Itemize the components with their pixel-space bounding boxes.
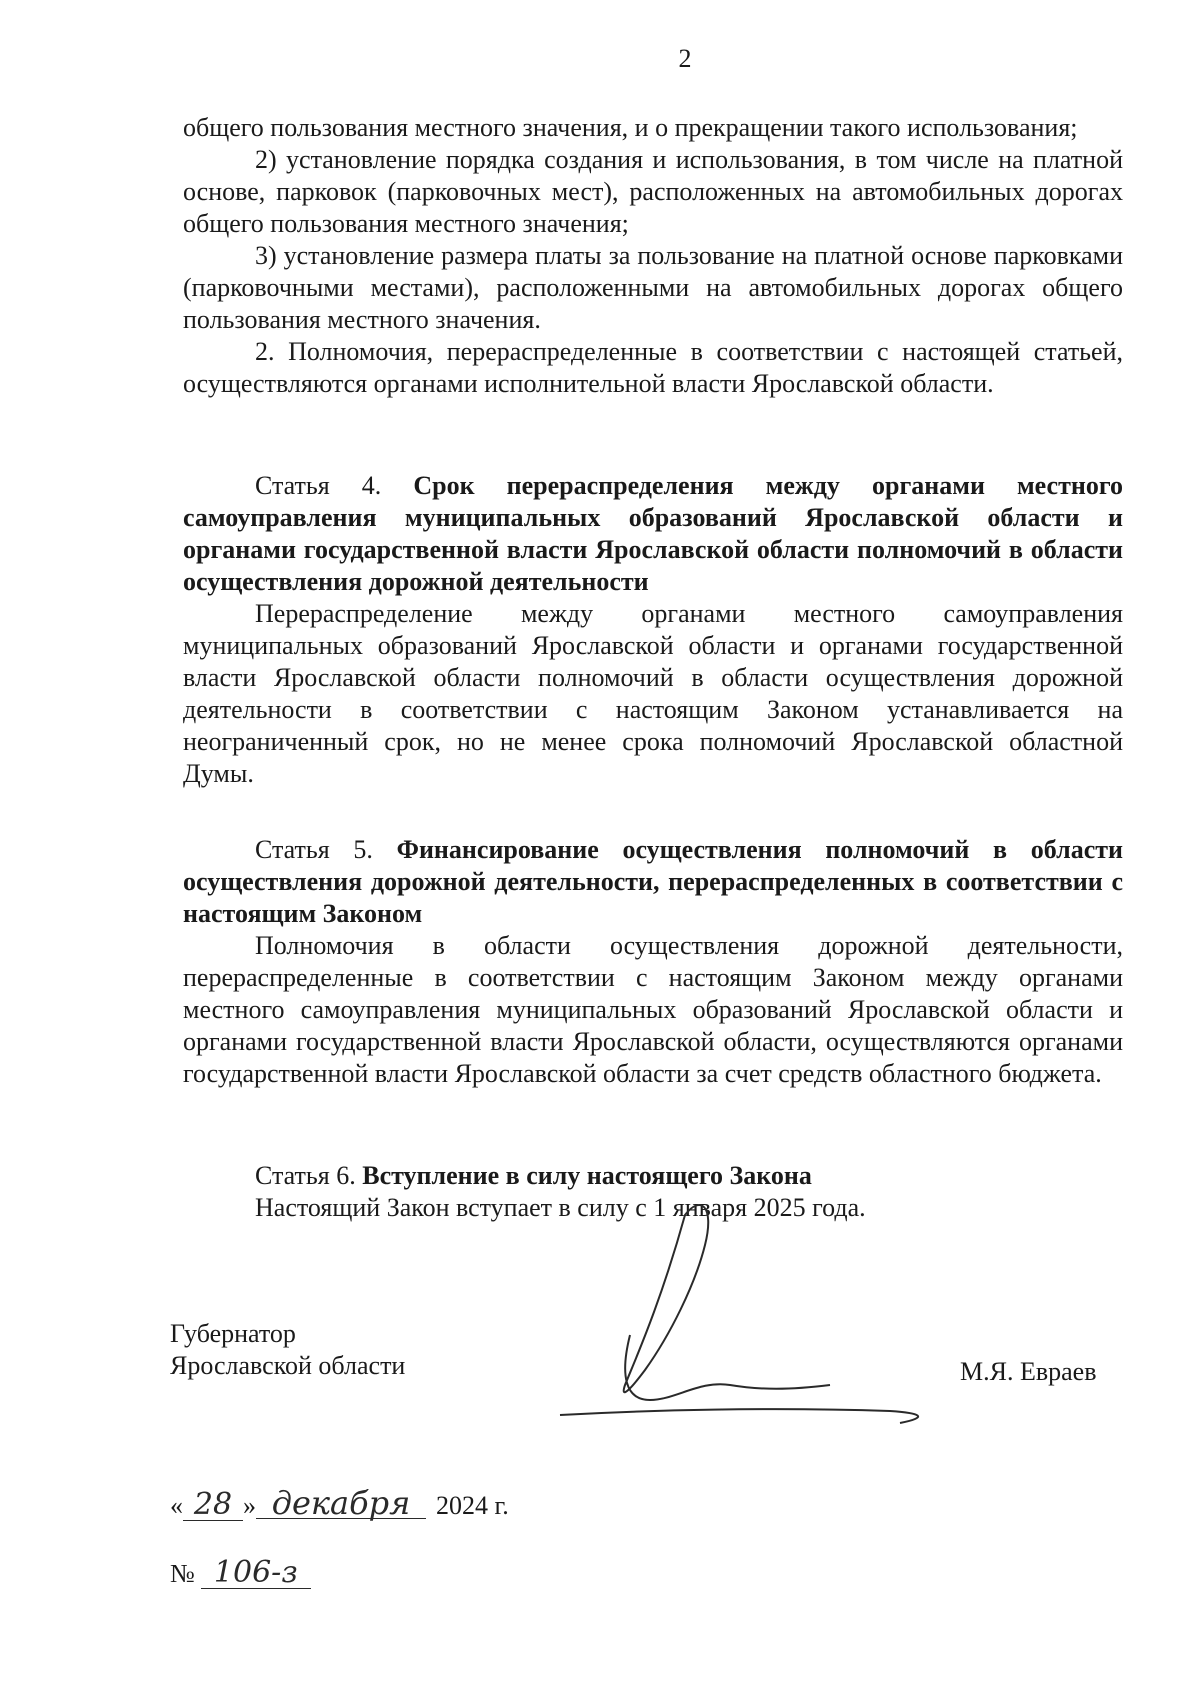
paragraph: 2. Полномочия, перераспределенные в соответствии с настоящей статьей, осуществляются органами исполнительной власти Ярославской области.: [183, 337, 1123, 398]
governor-name: М.Я. Евраев: [960, 1357, 1097, 1386]
article-number: Статья 4.: [255, 471, 382, 500]
law-number-handwritten: 106-з: [201, 1558, 311, 1589]
article-body: Перераспределение между органами местного самоуправления муниципальных образований Ярославской области и органами государственной власти Ярославской области полномочий в области осуществления дорожной деятельности в соответствии с настоящим Законом устанавливается на неограниченный срок, но не менее срока полномочий Ярославской областной Думы.: [183, 599, 1123, 788]
article-body: Настоящий Закон вступает в силу с 1 января 2025 года.: [255, 1193, 866, 1222]
number-sign: №: [170, 1559, 195, 1588]
date-day-handwritten: 28: [183, 1490, 243, 1521]
date-open-quote: «: [170, 1491, 183, 1520]
paragraph: 3) установление размера платы за пользование на платной основе парковками (парковочными местами), расположенными на автомобильных дорогах общего пользования местного значения.: [183, 241, 1123, 334]
handwritten-signature: [590, 1185, 1010, 1455]
date-month-handwritten: декабря: [256, 1488, 426, 1519]
law-number: [170, 1555, 311, 1590]
signing-date: [170, 1484, 509, 1522]
article-title: Срок перераспределения между органами местного самоуправления муниципальных образований Ярославской области и органами государственной власти Ярославской области полномочий в области осуществления дорожной деятельности: [183, 471, 1123, 596]
date-year: 2024 г.: [436, 1491, 509, 1520]
article-number: Статья 5.: [255, 835, 373, 864]
article-title: Финансирование осуществления полномочий в области осуществления дорожной деятельности, перераспределенных в соответствии с настоящим Законом: [183, 835, 1124, 928]
page-number: 2: [678, 44, 692, 73]
article-title: Вступление в силу настоящего Закона: [362, 1161, 812, 1190]
governor-region: Ярославской области: [170, 1351, 406, 1380]
governor-title: Губернатор: [170, 1319, 296, 1348]
date-close-quote: »: [243, 1491, 256, 1520]
paragraph: общего пользования местного значения, и о прекращении такого использования;: [183, 113, 1078, 142]
article-number: Статья 6.: [255, 1161, 356, 1190]
article-body: Полномочия в области осуществления дорожной деятельности, перераспределенные в соответствии с настоящим Законом между органами местного самоуправления муниципальных образований Ярославской области и органами государственной власти Ярославской области, осуществляются органами государственной власти Ярославской области за счет средств областного бюджета.: [183, 931, 1123, 1088]
paragraph: 2) установление порядка создания и использования, в том числе на платной основе, парковок (парковочных мест), расположенных на автомобильных дорогах общего пользования местного значения;: [183, 145, 1123, 238]
